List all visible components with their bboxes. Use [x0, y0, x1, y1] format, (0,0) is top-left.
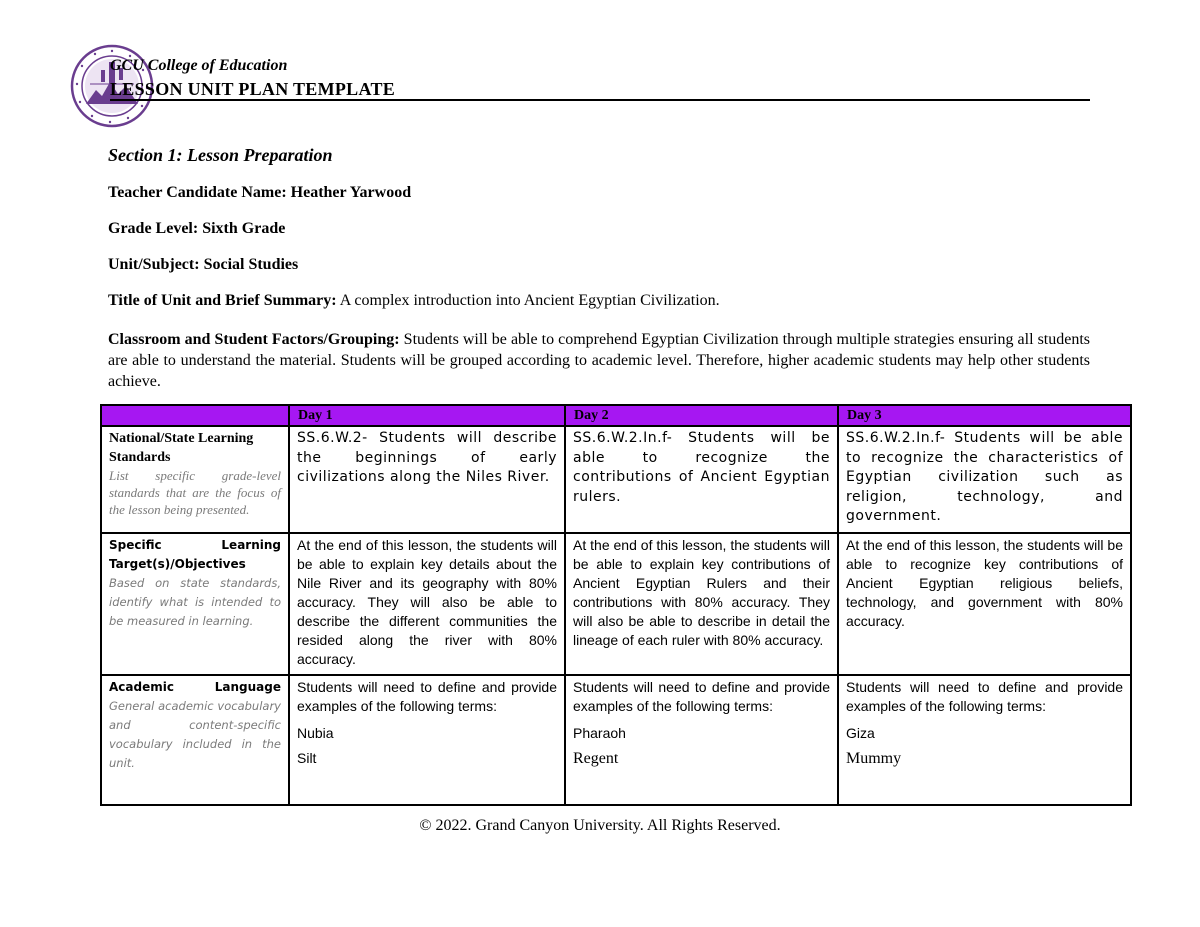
field-label: Grade Level:: [108, 220, 199, 237]
header-divider: [110, 99, 1090, 101]
standards-day-3: SS.6.W.2.In.f- Students will be able to recognize the characteristics of Egyptian civilization such as religion, technology, and government.: [838, 426, 1131, 533]
row-description: Based on state standards, identify what is intended to be measured in learning.: [109, 576, 281, 628]
field-value: Heather Yarwood: [290, 184, 412, 201]
template-title: LESSON UNIT PLAN TEMPLATE: [110, 79, 396, 99]
academic-language-day-1: [289, 675, 565, 805]
field-label: Title of Unit and Brief Summary:: [108, 292, 337, 309]
classroom-factors-field: [108, 329, 1090, 392]
academic-language-day-3: [838, 675, 1131, 805]
field-value: Students will be able to comprehend Egyptian Civilization through multiple strategies ensuring all students are able to understand the material. Students will be grouped according to academic level. Therefore, higher academic students may help other students achieve.: [108, 331, 1091, 390]
field-label: Classroom and Student Factors/Grouping:: [108, 331, 400, 348]
field-value: A complex introduction into Ancient Egyptian Civilization.: [339, 292, 720, 309]
terms-intro: Students will need to define and provide examples of the following terms:: [846, 679, 1123, 714]
table-row-standards: [101, 426, 1131, 533]
row-label: Academic Language: [109, 680, 281, 694]
section-title: Section 1: Lesson Preparation: [108, 145, 333, 165]
unit-title-field: [108, 292, 720, 310]
objectives-day-3: At the end of this lesson, the students will be able to recognize key contributions of Ancient Egyptian religious beliefs, technology, and government with 80% accuracy.: [838, 533, 1131, 675]
row-header-standards: [101, 426, 289, 533]
field-label: Unit/Subject:: [108, 256, 200, 273]
terms-intro: Students will need to define and provide examples of the following terms:: [297, 679, 557, 714]
field-value: Sixth Grade: [202, 220, 286, 237]
field-label: Teacher Candidate Name:: [108, 184, 287, 201]
standards-day-1: SS.6.W.2- Students will describe the beginnings of early civilizations along the Niles River.: [289, 426, 565, 533]
terms-intro: Students will need to define and provide examples of the following terms:: [573, 679, 830, 714]
vocabulary-term: Nubia: [297, 725, 334, 741]
lesson-plan-table: [100, 404, 1132, 806]
objectives-day-2: At the end of this lesson, the students will be able to explain key contributions of Ancient Egyptian Rulers and their contributions with 80% accuracy. They will also be able to describe in detail the lineage of each ruler with 80% accuracy.: [565, 533, 838, 675]
vocabulary-term: Mummy: [846, 750, 902, 767]
day-3-header: Day 3: [838, 405, 1131, 426]
academic-language-day-2: [565, 675, 838, 805]
vocabulary-term: Silt: [297, 750, 317, 766]
standards-day-2: SS.6.W.2.In.f- Students will be able to recognize the contributions of Ancient Egyptian rulers.: [565, 426, 838, 533]
grade-level-field: [108, 220, 285, 238]
row-header-objectives: [101, 533, 289, 675]
vocabulary-term: Pharaoh: [573, 725, 626, 741]
field-value: Social Studies: [203, 256, 299, 273]
row-header-academic-language: [101, 675, 289, 805]
row-label: Specific Learning Target(s)/Objectives: [109, 538, 281, 571]
row-label: National/State Learning Standards: [109, 431, 254, 465]
copyright-footer: © 2022. Grand Canyon University. All Rights Reserved.: [419, 817, 781, 834]
vocabulary-term: Regent: [573, 750, 619, 767]
vocabulary-term: Giza: [846, 725, 875, 741]
objectives-day-1: At the end of this lesson, the students will be able to explain key details about the Nile River and its geography with 80% accuracy. They will also be able to describe the different communities the resided along the river with 80% accuracy.: [289, 533, 565, 675]
table-row-academic-language: [101, 675, 1131, 805]
row-description: List specific grade-level standards that are the focus of the lesson being presented.: [109, 468, 281, 517]
day-1-header: Day 1: [289, 405, 565, 426]
teacher-name-field: [108, 184, 411, 202]
unit-subject-field: [108, 256, 298, 274]
college-name: GCU College of Education: [110, 57, 288, 74]
day-2-header: Day 2: [565, 405, 838, 426]
row-description: General academic vocabulary and content-specific vocabulary included in the unit.: [109, 699, 281, 770]
table-row-objectives: [101, 533, 1131, 675]
table-header-corner: [101, 405, 289, 426]
table-header-row: [101, 405, 1131, 426]
